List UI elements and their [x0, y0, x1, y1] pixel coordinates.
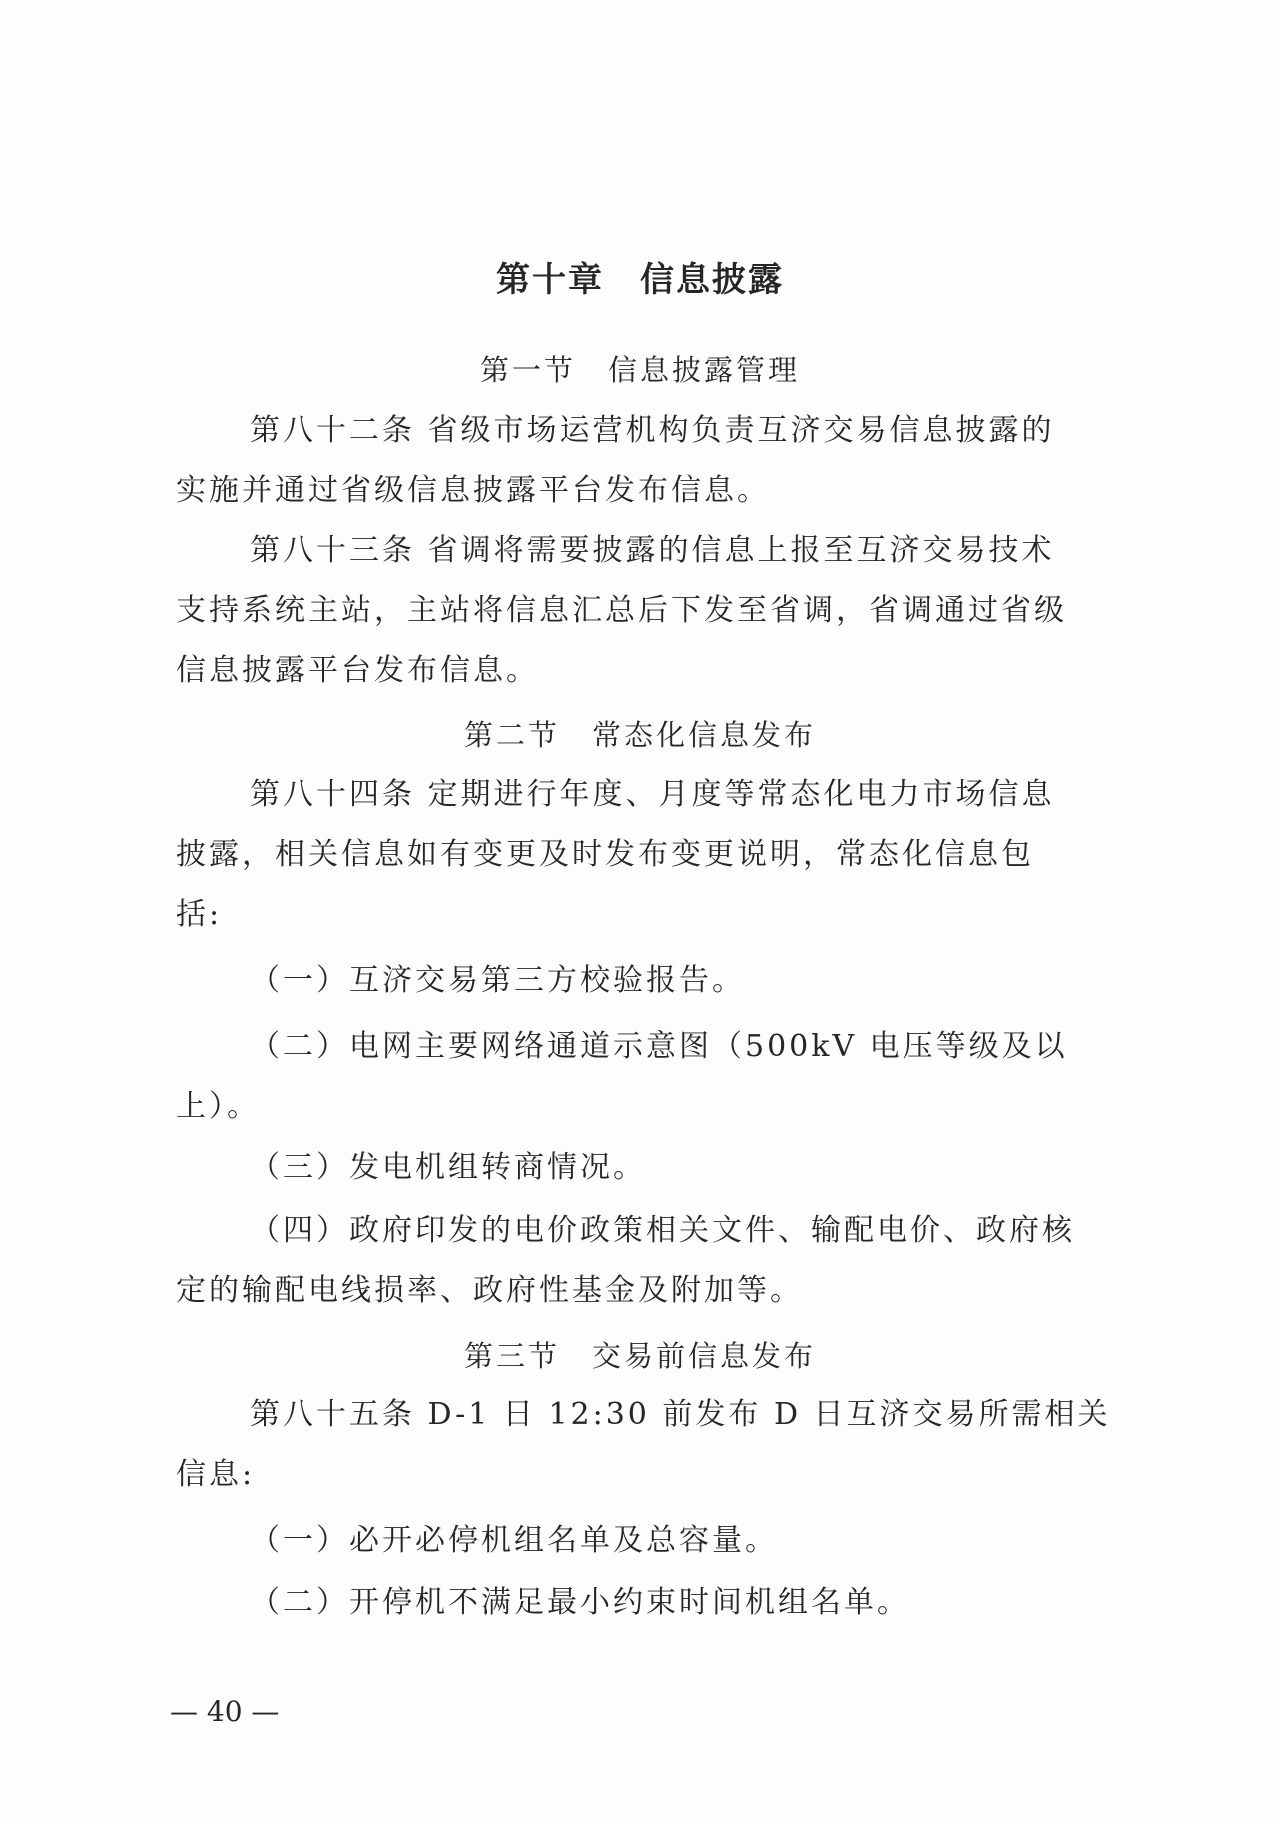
list-item-line: （二）开停机不满足最小约束时间机组名单。	[250, 1585, 910, 1620]
section-title-2: 第二节 常态化信息发布	[463, 718, 816, 752]
section-title-1: 第一节 信息披露管理	[479, 353, 800, 387]
article-84-line-3: 括:	[176, 897, 223, 932]
list-item-line: （一）互济交易第三方校验报告。	[250, 963, 745, 998]
article-83-line-3: 信息披露平台发布信息。	[176, 653, 539, 688]
article-83-line-1: 第八十三条 省调将需要披露的信息上报至互济交易技术	[250, 533, 1055, 568]
list-item-line: 定的输配电线损率、政府性基金及附加等。	[176, 1273, 803, 1308]
page-number: — 40 —	[170, 1695, 280, 1728]
list-item-line: （三）发电机组转商情况。	[250, 1150, 646, 1185]
list-item-line: 上）。	[176, 1089, 260, 1124]
article-82-line-1: 第八十二条 省级市场运营机构负责互济交易信息披露的	[250, 413, 1055, 448]
article-83-line-2: 支持系统主站，主站将信息汇总后下发至省调，省调通过省级	[176, 593, 1067, 628]
article-85-line-2: 信息:	[176, 1457, 256, 1492]
article-82-line-2: 实施并通过省级信息披露平台发布信息。	[176, 473, 770, 508]
article-84-line-2: 披露，相关信息如有变更及时发布变更说明，常态化信息包	[176, 837, 1034, 872]
section-title-3: 第三节 交易前信息发布	[463, 1339, 816, 1373]
article-84-line-1: 第八十四条 定期进行年度、月度等常态化电力市场信息	[250, 777, 1055, 812]
list-item-line: （一）必开必停机组名单及总容量。	[250, 1523, 778, 1558]
list-item-line: （二）电网主要网络通道示意图（500kV 电压等级及以	[250, 1029, 1068, 1064]
article-85-line-1: 第八十五条 D-1 日 12:30 前发布 D 日互济交易所需相关	[250, 1397, 1111, 1432]
list-item-line: （四）政府印发的电价政策相关文件、输配电价、政府核	[250, 1213, 1075, 1248]
chapter-title: 第十章 信息披露	[496, 260, 784, 300]
